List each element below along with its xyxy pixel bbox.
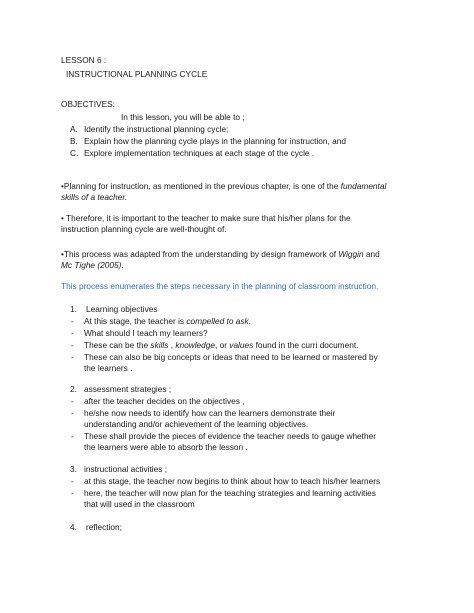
step-number: 3. [70, 464, 77, 474]
emphasis-text: compelled to ask [186, 316, 249, 326]
objectives-heading: OBJECTIVES: [61, 99, 115, 109]
objective-letter: A. [70, 124, 78, 134]
bullet-text: , or [215, 340, 230, 350]
step-title: instructional activities ; [84, 464, 168, 474]
step-bullet [84, 340, 358, 351]
objective-item: Explore implementation techniques at each stage of the cycle . [84, 148, 315, 158]
emphasis-text: values [229, 340, 254, 350]
paragraph-text: and [363, 249, 380, 259]
bullet-dash: - [71, 396, 74, 406]
bullet-dash: - [71, 352, 74, 362]
bullet-dash: - [71, 476, 74, 486]
bullet-text: found in the curri document. [253, 340, 359, 350]
step-title: assessment strategies ; [84, 384, 172, 394]
step-number: 1. [70, 304, 77, 314]
step-bullet-continued: the learners . [84, 363, 133, 373]
bullet-text: At this stage, the teacher is [84, 316, 187, 326]
step-bullet-continued: the learners were able to absorb the lesson . [84, 442, 248, 452]
step-number: 2. [70, 384, 77, 394]
paragraph-process-line2 [61, 260, 124, 271]
bullet-dash: - [71, 488, 74, 498]
objective-letter: B. [70, 136, 78, 146]
bullet-text: . [248, 316, 251, 326]
paragraph-planning-line2 [61, 192, 127, 203]
emphasis-text: Wiggin [338, 249, 364, 259]
step-bullet-continued: that will used in the classroom [84, 499, 195, 509]
paragraph-text: . [121, 260, 124, 270]
bullet-dash: - [71, 431, 74, 441]
objective-item: Explain how the planning cycle plays in the planning for instruction, and [84, 136, 346, 146]
bullet-dash: - [71, 316, 74, 326]
objective-item: Identify the instructional planning cycle; [84, 124, 229, 134]
objectives-intro: In this lesson, you will be able to ; [121, 112, 245, 122]
paragraph-planning [61, 181, 386, 192]
paragraph-process [61, 249, 380, 260]
bullet-dash: - [71, 340, 74, 350]
lesson-label: LESSON 6 : [61, 55, 107, 65]
emphasis-text: fundamental [340, 181, 387, 191]
highlight-text: This process enumerates the steps necessary in the planning of classroom instruction. [61, 281, 379, 291]
step-bullet [84, 316, 251, 327]
step-number: 4. [70, 522, 77, 532]
emphasis-text: skills of a teacher. [61, 192, 128, 202]
bullet-text: These can be the [84, 340, 151, 350]
paragraph-text: •Planning for instruction, as mentioned in the previous chapter, is one of the [61, 181, 341, 191]
step-bullet: here, the teacher will now plan for the teaching strategies and learning activities [84, 488, 376, 498]
step-title: reflection; [86, 522, 122, 532]
bullet-dash: - [71, 408, 74, 418]
emphasis-text: knowledge [175, 340, 215, 350]
step-bullet: after the teacher decides on the objectives , [84, 396, 245, 406]
paragraph-therefore: • Therefore, it is important to the teacher to make sure that his/her plans for the [61, 213, 351, 223]
bullet-dash: - [71, 328, 74, 338]
paragraph-text: •This process was adapted from the understanding by design framework of [61, 249, 339, 259]
step-bullet: These can also be big concepts or ideas that need to be learned or mastered by [84, 352, 378, 362]
lesson-title: INSTRUCTIONAL PLANNING CYCLE [66, 69, 208, 79]
step-bullet-continued: understanding and/or achievement of the learning objectives. [84, 419, 309, 429]
emphasis-text: Mc Tighe (2005) [61, 260, 122, 270]
paragraph-therefore-line2: instruction planning cycle are well-thought of. [61, 224, 227, 234]
step-title: Learning objectives [86, 304, 158, 314]
step-bullet: These shall provide the pieces of evidence the teacher needs to gauge whether [84, 431, 376, 441]
step-bullet: What should I teach my learners? [84, 328, 208, 338]
bullet-text: , [168, 340, 176, 350]
step-bullet: at this stage, the teacher now begins to think about how to teach his/her learners [84, 476, 381, 486]
emphasis-text: skills [150, 340, 169, 350]
step-bullet: he/she now needs to identify how can the learners demonstrate their [84, 408, 336, 418]
objective-letter: C. [70, 148, 79, 158]
